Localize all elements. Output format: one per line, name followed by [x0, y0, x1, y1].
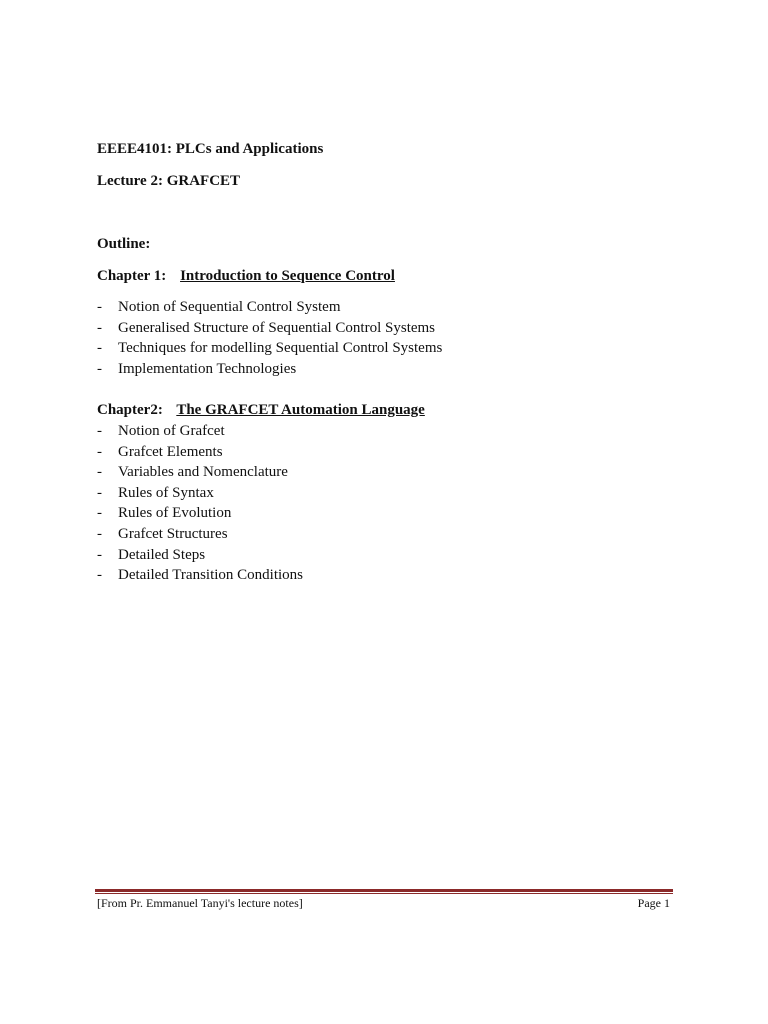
list-item: - Rules of Syntax	[97, 484, 214, 501]
list-item: - Implementation Technologies	[97, 360, 297, 377]
list-item: - Detailed Transition Conditions	[97, 567, 304, 584]
bullet-dash: -	[97, 567, 102, 584]
chapter1-label: Chapter 1:	[97, 268, 167, 284]
footer-page-number: Page 1	[637, 896, 670, 910]
list-item: - Variables and Nomenclature	[97, 464, 288, 481]
bullet-dash: -	[97, 505, 102, 522]
chapter2-topic-list	[97, 422, 303, 587]
bullet-dash: -	[97, 484, 102, 501]
list-item: - Notion of Grafcet	[97, 423, 225, 439]
footer-source-note: [From Pr. Emmanuel Tanyi's lecture notes]	[97, 896, 303, 910]
list-item: - Techniques for modelling Sequential Control Systems	[97, 340, 443, 357]
bullet-dash: -	[97, 546, 102, 563]
bullet-dash: -	[97, 360, 102, 377]
list-item: - Detailed Steps	[97, 546, 206, 563]
footer-divider-thick	[95, 889, 673, 892]
chapter2-label: Chapter2:	[97, 402, 163, 418]
chapter1-title: Introduction to Sequence Control	[180, 268, 395, 284]
list-item: - Rules of Evolution	[97, 505, 232, 522]
lecture-title: Lecture 2: GRAFCET	[97, 173, 241, 189]
list-item: - Notion of Sequential Control System	[97, 299, 341, 315]
list-item: - Grafcet Structures	[97, 525, 228, 542]
bullet-dash: -	[97, 464, 102, 481]
bullet-dash: -	[97, 443, 102, 460]
course-title: EEEE4101: PLCs and Applications	[97, 141, 324, 157]
bullet-dash: -	[97, 423, 102, 439]
chapter2-heading	[97, 401, 425, 419]
footer-divider-thin	[95, 893, 673, 894]
list-item: - Grafcet Elements	[97, 443, 223, 460]
bullet-dash: -	[97, 340, 102, 357]
bullet-dash: -	[97, 525, 102, 542]
bullet-dash: -	[97, 299, 102, 315]
list-item: - Generalised Structure of Sequential Control Systems	[97, 319, 436, 336]
bullet-dash: -	[97, 319, 102, 336]
outline-heading: Outline:	[97, 236, 151, 252]
chapter1-topic-list	[97, 298, 442, 380]
chapter1-heading	[97, 267, 395, 285]
chapter2-title: The GRAFCET Automation Language	[176, 402, 425, 418]
